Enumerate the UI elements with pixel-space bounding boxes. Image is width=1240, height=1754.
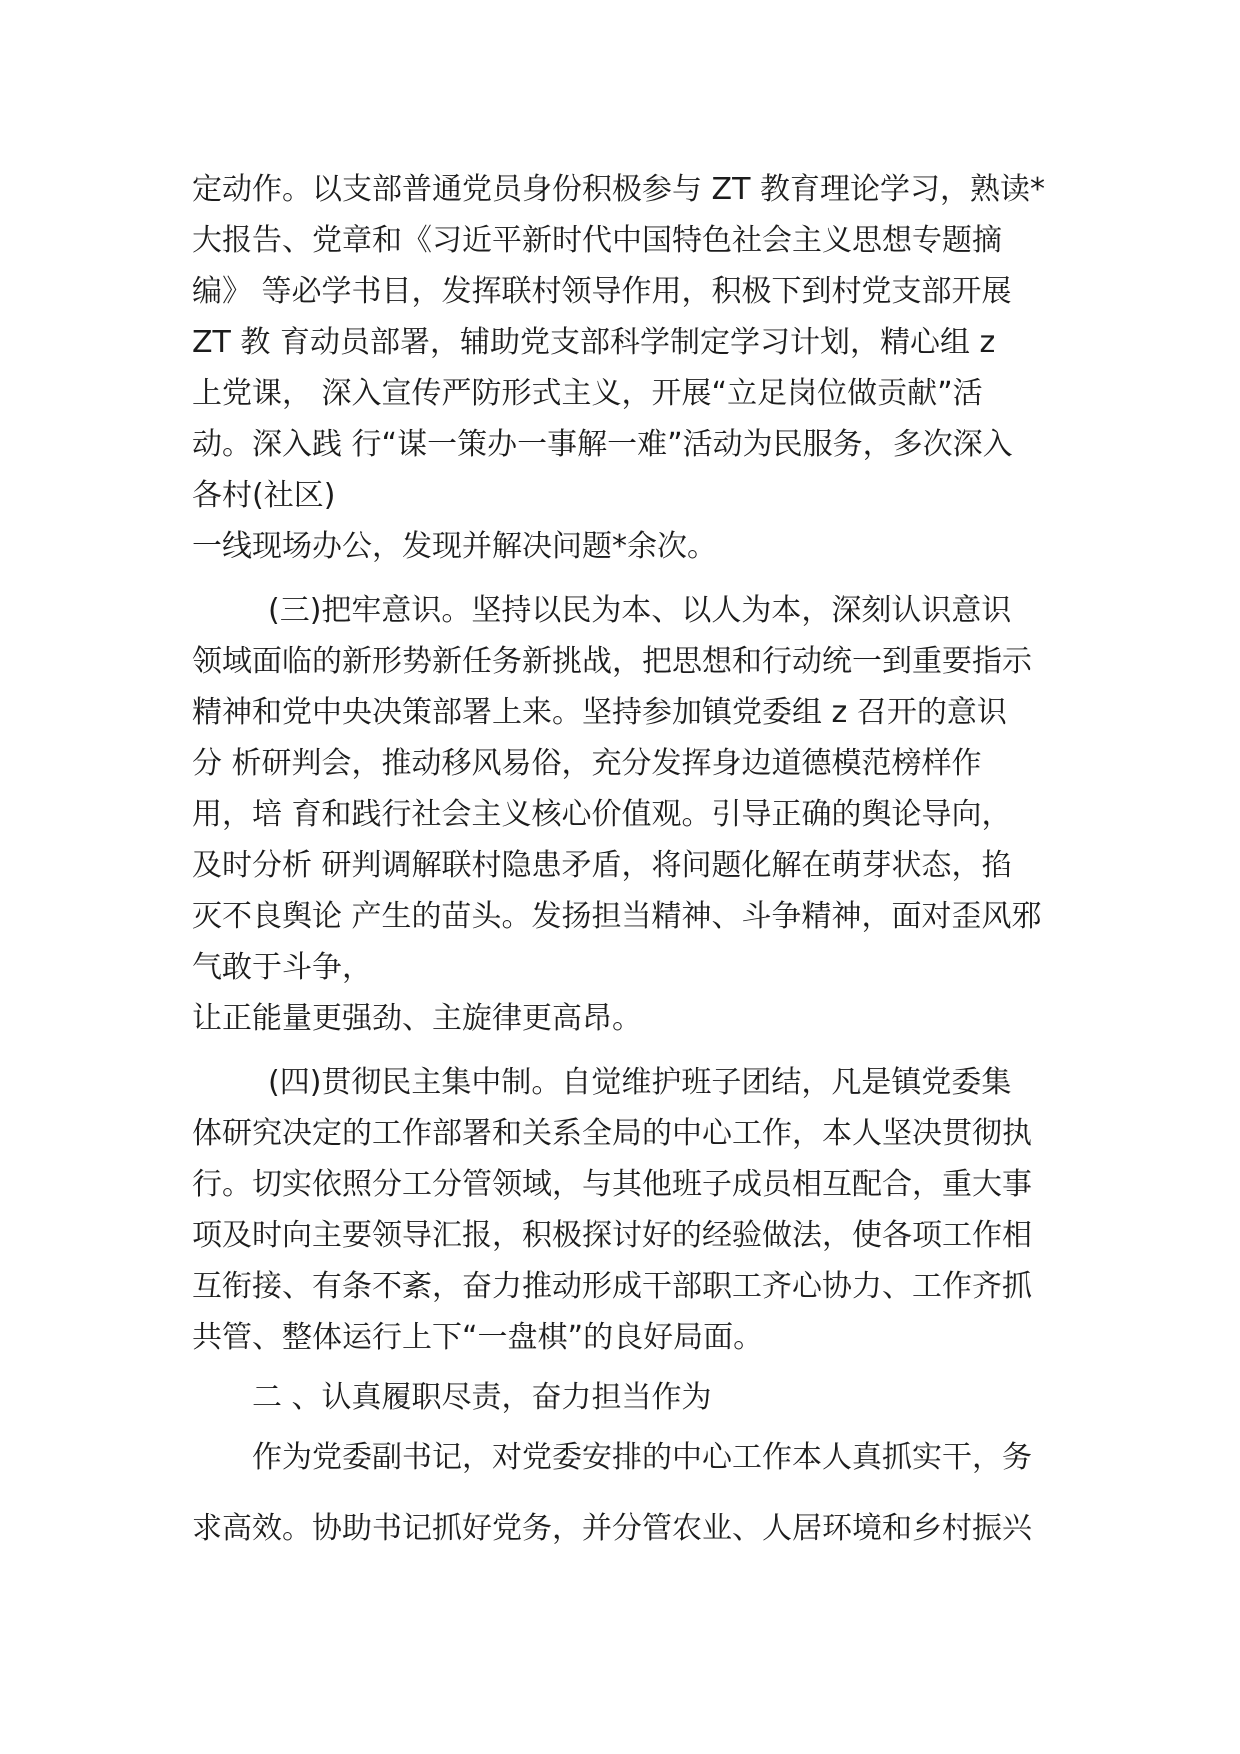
paragraph-duties <box>192 1432 1072 1554</box>
text-line: 让正能量更强劲、主旋律更高昂。 <box>192 1001 642 1036</box>
text-line: 项及时向主要领导汇报，积极探讨好的经验做法，使各项工作相 <box>192 1218 1032 1253</box>
text-line: 编》 等必学书目，发挥联村领导作用，积极下到村党支部开展 <box>192 274 1012 309</box>
text-line: 体研究决定的工作部署和关系全局的中心工作，本人坚决贯彻执 <box>192 1116 1032 1151</box>
paragraph-democratic-centralism <box>192 1057 1072 1363</box>
text-line: 灭不良舆论 产生的苗头。发扬担当精神、斗争精神，面对歪风邪 <box>192 899 1042 934</box>
document-page <box>192 164 1072 1554</box>
text-line: 大报告、党章和《习近平新时代中国特色社会主义思想专题摘 <box>192 223 1002 258</box>
text-line: (三)把牢意识。坚持以民为本、以人为本，深刻认识意识 <box>268 593 1012 628</box>
text-line: 领域面临的新形势新任务新挑战，把思想和行动统一到重要指示 <box>192 644 1032 679</box>
text-line: 分 析研判会，推动移风易俗，充分发挥身边道德模范榜样作 <box>192 746 982 781</box>
text-line: 精神和党中央决策部署上来。坚持参加镇党委组 z 召开的意识 <box>192 695 1007 730</box>
text-line: 用，培 育和践行社会主义核心价值观。引导正确的舆论导向， <box>192 797 1012 832</box>
text-line: 作为党委副书记，对党委安排的中心工作本人真抓实干，务 <box>252 1440 1032 1475</box>
text-line: 及时分析 研判调解联村隐患矛盾，将问题化解在萌芽状态，掐 <box>192 848 1012 883</box>
text-line: 求高效。协助书记抓好党务，并分管农业、人居环境和乡村振兴 <box>192 1511 1032 1546</box>
paragraph-ideology <box>192 585 1072 1044</box>
text-line: 定动作。以支部普通党员身份积极参与 ZT 教育理论学习，熟读* <box>192 172 1045 207</box>
text-line: (四)贯彻民主集中制。自觉维护班子团结，凡是镇党委集 <box>268 1065 1012 1100</box>
text-line: 互衔接、有条不紊，奋力推动形成干部职工齐心协力、工作齐抓 <box>192 1269 1032 1304</box>
text-line: 行。切实依照分工分管领域，与其他班子成员相互配合，重大事 <box>192 1167 1032 1202</box>
paragraph-continuation <box>192 164 1072 572</box>
text-line: 气敢于斗争， <box>192 950 372 985</box>
text-line: 上党课， 深入宣传严防形式主义，开展“立足岗位做贡献”活 <box>192 376 983 411</box>
section-heading: 二 、认真履职尽责，奋力担当作为 <box>252 1380 712 1415</box>
text-line: 共管、整体运行上下“一盘棋”的良好局面。 <box>192 1320 764 1355</box>
text-line: 各村(社区) <box>192 478 336 513</box>
text-line: 一线现场办公，发现并解决问题*余次。 <box>192 529 717 564</box>
text-line: 动。深入践 行“谋一策办一事解一难”活动为民服务，多次深入 <box>192 427 1013 462</box>
text-line: ZT 教 育动员部署，辅助党支部科学制定学习计划，精心组 z <box>192 325 996 360</box>
